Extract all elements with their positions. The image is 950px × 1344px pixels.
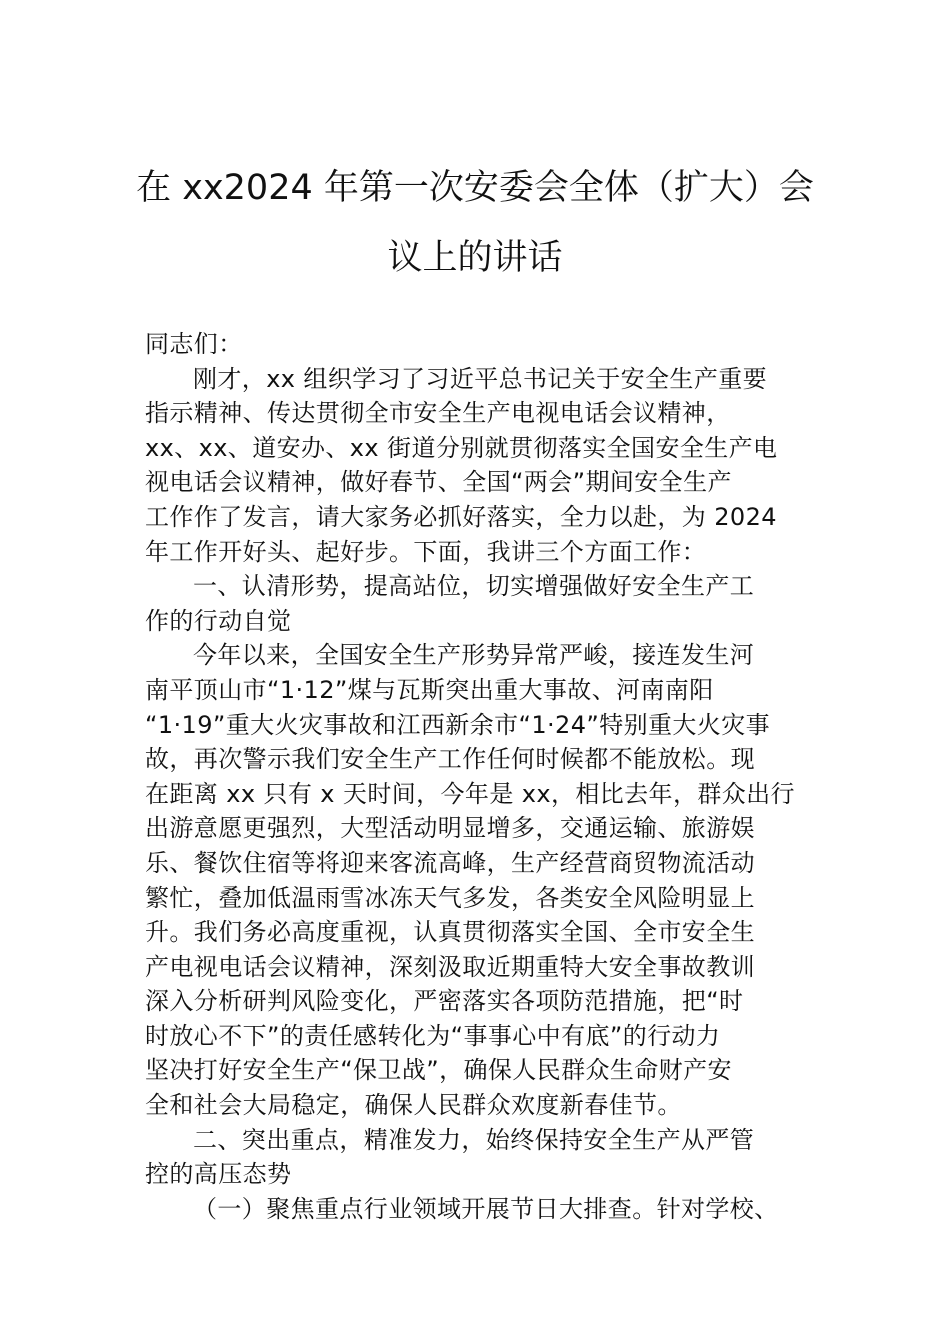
paragraph-line: 视电话会议精神，做好春节、全国“两会”期间安全生产 xyxy=(145,468,732,497)
paragraph-line: 年工作开好头、起好步。下面，我讲三个方面工作： xyxy=(145,537,707,566)
paragraph-line: 在距离 xx 只有 x 天时间，今年是 xx，相比去年，群众出行 xyxy=(145,779,795,808)
paragraph-line: 升。我们务必高度重视，认真贯彻落实全国、全市安全生 xyxy=(145,918,755,947)
document-title-line-1: 在 xx2024 年第一次安委会全体（扩大）会 xyxy=(136,168,814,208)
document-body xyxy=(145,327,815,1226)
paragraph-line: 乐、餐饮住宿等将迎来客流高峰，生产经营商贸物流活动 xyxy=(145,848,755,877)
paragraph-line: 出游意愿更强烈，大型活动明显增多，交通运输、旅游娱 xyxy=(145,814,755,843)
section-heading-line: 二、突出重点，精准发力，始终保持安全生产从严管 xyxy=(193,1125,755,1154)
document-title-line-2: 议上的讲话 xyxy=(387,238,563,278)
paragraph-line: 指示精神、传达贯彻全市安全生产电视电话会议精神， xyxy=(145,399,731,428)
section-heading-line: 作的行动自觉 xyxy=(145,606,292,635)
paragraph-line: xx、xx、道安办、xx 街道分别就贯彻落实全国安全生产电 xyxy=(145,433,778,462)
paragraph-line: 南平顶山市“1·12”煤与瓦斯突出重大事故、河南南阳 xyxy=(145,675,714,704)
paragraph-line: 产电视电话会议精神，深刻汲取近期重特大安全事故教训 xyxy=(145,952,755,981)
paragraph-line: 全和社会大局稳定，确保人民群众欢度新春佳节。 xyxy=(145,1091,682,1120)
paragraph-line: 今年以来，全国安全生产形势异常严峻，接连发生河 xyxy=(193,641,755,670)
paragraph-line: 刚才，xx 组织学习了习近平总书记关于安全生产重要 xyxy=(193,364,768,393)
salutation: 同志们： xyxy=(145,330,243,358)
subsection-heading-line: （一）聚焦重点行业领域开展节日大排查。针对学校、 xyxy=(193,1194,779,1223)
paragraph-line: 繁忙，叠加低温雨雪冰冻天气多发，各类安全风险明显上 xyxy=(145,883,755,912)
section-heading-line: 一、认清形势，提高站位，切实增强做好安全生产工 xyxy=(193,572,755,601)
paragraph-line: 时放心不下”的责任感转化为“事事心中有底”的行动力 xyxy=(145,1021,721,1050)
section-heading-line: 控的高压态势 xyxy=(145,1160,292,1189)
paragraph-line: “1·19”重大火灾事故和江西新余市“1·24”特别重大火灾事 xyxy=(145,710,771,739)
paragraph-line: 坚决打好安全生产“保卫战”，确保人民群众生命财产安 xyxy=(145,1056,732,1085)
paragraph-line: 深入分析研判风险变化，严密落实各项防范措施，把“时 xyxy=(145,987,744,1016)
paragraph-line: 故，再次警示我们安全生产工作任何时候都不能放松。现 xyxy=(145,745,755,774)
paragraph-line: 工作作了发言，请大家务必抓好落实，全力以赴，为 2024 xyxy=(145,502,777,531)
